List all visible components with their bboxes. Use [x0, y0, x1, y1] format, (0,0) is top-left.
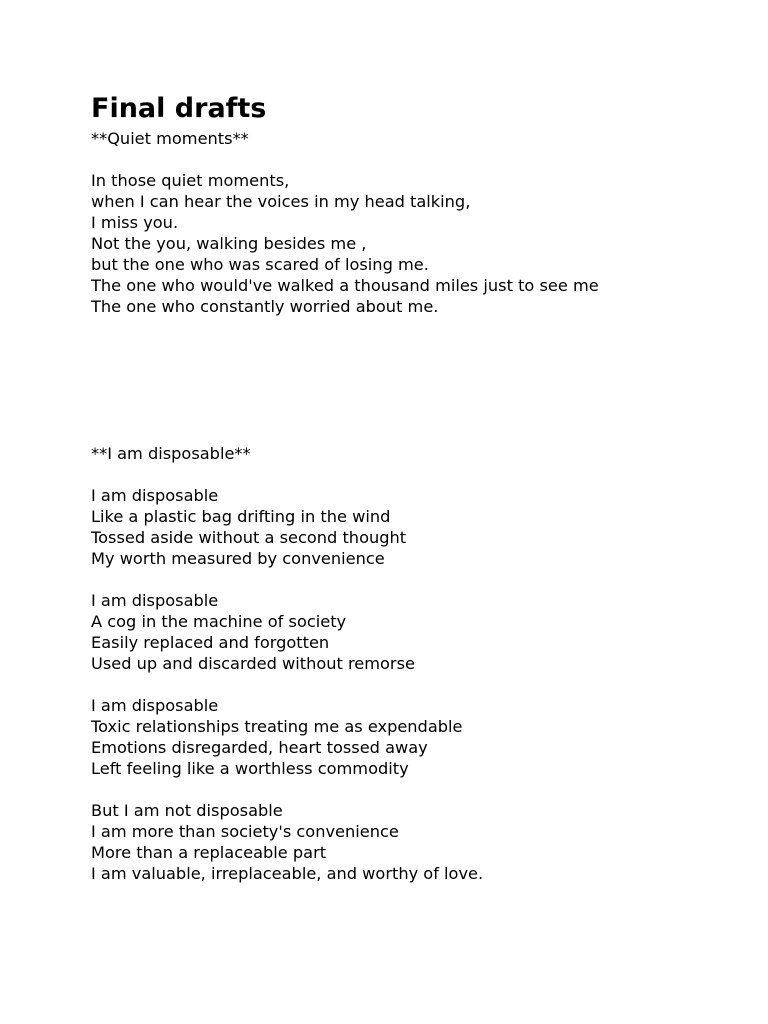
poem-quiet-moments [91, 128, 731, 317]
poem-line: I am valuable, irreplaceable, and worthy of love. [91, 864, 484, 883]
poem-line: More than a replaceable part [91, 843, 327, 862]
poem-line: I am disposable [91, 591, 219, 610]
stanza [91, 695, 731, 779]
poem-line: I miss you. [91, 213, 179, 232]
section-spacer [91, 317, 731, 443]
stanza [91, 800, 731, 884]
blank-line [91, 779, 731, 800]
poem-line: My worth measured by convenience [91, 549, 385, 568]
poem-line: The one who constantly worried about me. [91, 297, 439, 316]
poem-line: Used up and discarded without remorse [91, 654, 415, 673]
poem-line: I am more than society's convenience [91, 822, 399, 841]
document-content [91, 90, 731, 884]
poem-heading: **I am disposable** [91, 444, 251, 463]
poem-line: I am disposable [91, 486, 219, 505]
blank-line [91, 674, 731, 695]
poem-line: but the one who was scared of losing me. [91, 255, 429, 274]
poem-line: Not the you, walking besides me , [91, 234, 367, 253]
document-title: Final drafts [91, 93, 267, 124]
stanza [91, 590, 731, 674]
stanza [91, 485, 731, 569]
poem-line: Left feeling like a worthless commodity [91, 759, 409, 778]
blank-line [91, 464, 731, 485]
poem-line: The one who would've walked a thousand miles just to see me [91, 276, 599, 295]
poem-line: In those quiet moments, [91, 171, 290, 190]
poem-line: Easily replaced and forgotten [91, 633, 330, 652]
poem-line: But I am not disposable [91, 801, 283, 820]
poem-line: I am disposable [91, 696, 219, 715]
poem-line: A cog in the machine of society [91, 612, 347, 631]
poem-line: when I can hear the voices in my head talking, [91, 192, 471, 211]
poem-line: Tossed aside without a second thought [91, 528, 407, 547]
poem-line: Emotions disregarded, heart tossed away [91, 738, 428, 757]
poem-line: Like a plastic bag drifting in the wind [91, 507, 391, 526]
poem-line: Toxic relationships treating me as expendable [91, 717, 463, 736]
blank-line [91, 569, 731, 590]
stanza [91, 170, 731, 317]
poem-i-am-disposable [91, 443, 731, 884]
blank-line [91, 149, 731, 170]
poem-heading: **Quiet moments** [91, 129, 249, 148]
